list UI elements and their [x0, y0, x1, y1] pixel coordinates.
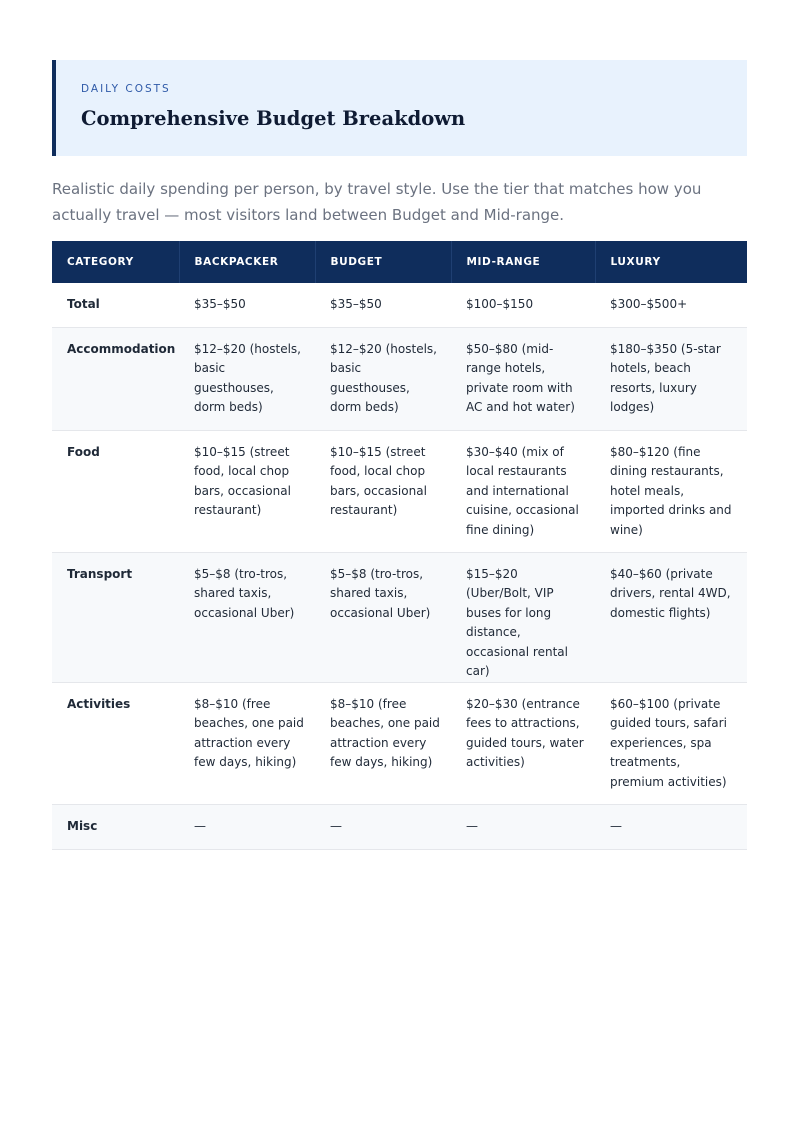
cell-budget: $5–$8 (tro-tros, shared taxis, occasional Uber): [315, 552, 451, 682]
cell-luxury: $300–$500+: [595, 283, 747, 327]
cell-budget: $35–$50: [315, 283, 451, 327]
cell-budget: $10–$15 (street food, local chop bars, occasional restaurant): [315, 430, 451, 552]
cell-backpacker: —: [179, 804, 315, 849]
row-category: Activities: [52, 682, 179, 804]
row-category: Transport: [52, 552, 179, 682]
cell-luxury: $80–$120 (fine dining restaurants, hotel meals, imported drinks and wine): [595, 430, 747, 552]
cell-midrange: $50–$80 (mid-range hotels, private room with AC and hot water): [451, 327, 595, 430]
table-row: [52, 804, 747, 849]
cell-backpacker: $10–$15 (street food, local chop bars, occasional restaurant): [179, 430, 315, 552]
table-body: [52, 283, 747, 849]
cell-backpacker: $35–$50: [179, 283, 315, 327]
cell-midrange: $30–$40 (mix of local restaurants and international cuisine, occasional fine dining): [451, 430, 595, 552]
row-category: Misc: [52, 804, 179, 849]
cell-luxury: $60–$100 (private guided tours, safari experiences, spa treatments, premium activities): [595, 682, 747, 804]
cell-midrange: $20–$30 (entrance fees to attractions, guided tours, water activities): [451, 682, 595, 804]
cell-midrange: $100–$150: [451, 283, 595, 327]
cell-budget: —: [315, 804, 451, 849]
column-header-budget: BUDGET: [315, 241, 451, 283]
cell-luxury: $180–$350 (5-star hotels, beach resorts, luxury lodges): [595, 327, 747, 430]
intro-paragraph: Realistic daily spending per person, by travel style. Use the tier that matches how you actually travel — most visitors land between Budget and Mid-range.: [52, 180, 702, 224]
row-category: Total: [52, 283, 179, 327]
section-title: Comprehensive Budget Breakdown: [81, 107, 466, 130]
table-row: [52, 327, 747, 430]
cell-backpacker: $8–$10 (free beaches, one paid attraction every few days, hiking): [179, 682, 315, 804]
table-row: [52, 430, 747, 552]
budget-table: [52, 241, 747, 850]
cell-midrange: —: [451, 804, 595, 849]
column-header-midrange: MID-RANGE: [451, 241, 595, 283]
table-header: [52, 241, 747, 283]
cell-luxury: —: [595, 804, 747, 849]
cell-backpacker: $5–$8 (tro-tros, shared taxis, occasional Uber): [179, 552, 315, 682]
section-callout: [52, 60, 747, 156]
column-header-backpacker: BACKPACKER: [179, 241, 315, 283]
row-category: Accommodation: [52, 327, 179, 430]
table-row: [52, 283, 747, 327]
row-category: Food: [52, 430, 179, 552]
cell-budget: $8–$10 (free beaches, one paid attraction every few days, hiking): [315, 682, 451, 804]
header-row: [52, 241, 747, 283]
cell-backpacker: $12–$20 (hostels, basic guesthouses, dorm beds): [179, 327, 315, 430]
cell-budget: $12–$20 (hostels, basic guesthouses, dorm beds): [315, 327, 451, 430]
cell-midrange: $15–$20 (Uber/Bolt, VIP buses for long distance, occasional rental car): [451, 552, 595, 682]
cell-luxury: $40–$60 (private drivers, rental 4WD, domestic flights): [595, 552, 747, 682]
section-eyebrow: DAILY COSTS: [81, 83, 171, 95]
table-row: [52, 682, 747, 804]
column-header-luxury: LUXURY: [595, 241, 747, 283]
column-header-category: CATEGORY: [52, 241, 179, 283]
table-row: [52, 552, 747, 682]
